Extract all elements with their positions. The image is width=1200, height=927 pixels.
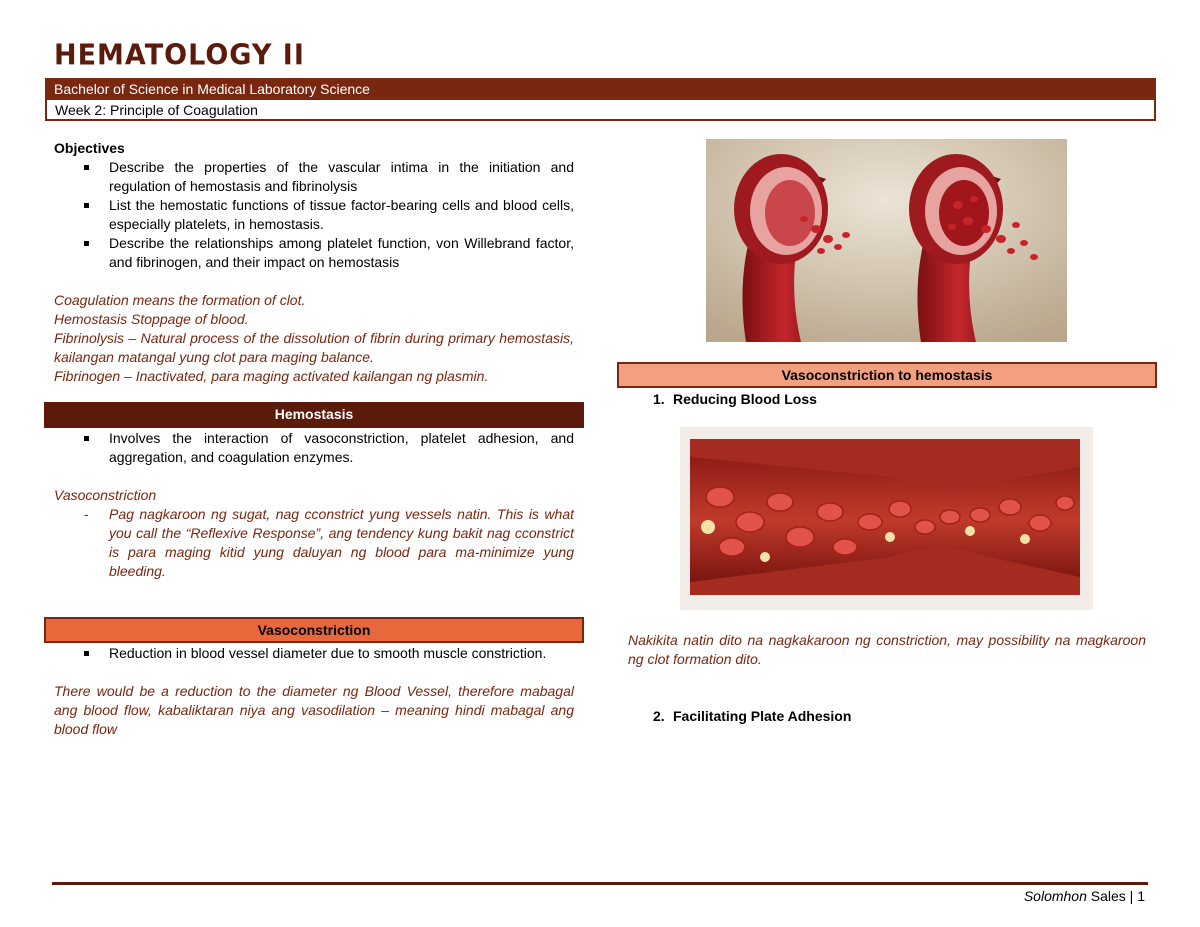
vasoconstriction-dash-text: Pag nagkaroon ng sugat, nag cconstrict yung vessels natin. This is what you call the “Reflexive Response”, ang tendency kung bakit nag cconstrict is para maging kitid yung daluyan ng blood para ma-minimize yung bleeding. [109,506,574,579]
definition-fibrinolysis: Fibrinolysis – Natural process of the dissolution of fibrin during primary hemostasis, kailangan matangal yung clot para maging balance. [54,330,574,365]
bullet-square-icon [84,203,89,208]
definition-hemostasis: Hemostasis Stoppage of blood. [54,311,249,327]
dash-marker: - [84,506,89,522]
list-number: 2. [653,708,665,724]
objectives-heading: Objectives [54,140,125,156]
program-bar: Bachelor of Science in Medical Laboratory Science [45,78,1156,100]
list-label: Reducing Blood Loss [673,391,817,407]
footer-page: Sales | 1 [1086,888,1145,904]
objective-item [54,158,574,196]
list-item-reducing-blood-loss [645,390,1200,409]
list-label: Facilitating Plate Adhesion [673,708,852,724]
vasoconstriction-body [54,644,574,739]
definition-fibrinogen: Fibrinogen – Inactivated, para maging activated kailangan ng plasmin. [54,368,489,384]
vasoconstriction-dash-item [54,505,574,581]
objective-text: List the hemostatic functions of tissue factor-bearing cells and blood cells, especially platelets, in hemostasis. [109,197,574,232]
hemostasis-bullet-text: Involves the interaction of vasoconstriction, platelet adhesion, and aggregation, and coagulation enzymes. [109,430,574,465]
vasoconstriction-bullet-text: Reduction in blood vessel diameter due to smooth muscle constriction. [109,645,547,661]
bullet-square-icon [84,436,89,441]
constriction-note: Nakikita natin dito na nagkakaroon ng constriction, may possibility na magkaroon ng clot formation dito. [628,632,1146,667]
definition-coagulation: Coagulation means the formation of clot. [54,292,306,308]
blood-vessels-image [706,139,1067,342]
footer-divider [52,882,1148,885]
footer-author: Solomhon [1023,888,1087,904]
vaso-to-hemostasis-heading: Vasoconstriction to hemostasis [617,362,1157,388]
definitions [54,291,574,386]
objectives-section [54,139,574,386]
vasoconstriction-subheading: Vasoconstriction [54,487,157,503]
blood-flow-constriction-image [680,427,1093,610]
vasoconstriction-note: There would be a reduction to the diameter ng Blood Vessel, therefore mabagal ang blood flow, kabaliktaran niya ang vasodilation – meaning hindi mabagal ang blood flow [54,683,574,737]
vasoconstriction-heading: Vasoconstriction [44,617,584,643]
footer [1024,888,1145,904]
bullet-square-icon [84,165,89,170]
objective-text: Describe the properties of the vascular intima in the initiation and regulation of hemostasis and fibrinolysis [109,159,574,194]
hemostasis-body [54,429,574,581]
objective-item [54,234,574,272]
hemostasis-bullet [54,429,574,467]
list-item-facilitating-plate-adhesion [645,707,1200,726]
bullet-square-icon [84,241,89,246]
vasoconstriction-bullet [54,644,574,663]
week-bar: Week 2: Principle of Coagulation [45,100,1156,121]
document-title: HEMATOLOGY II [54,39,305,72]
hemostasis-heading: Hemostasis [44,402,584,428]
objective-item [54,196,574,234]
bullet-square-icon [84,651,89,656]
objective-text: Describe the relationships among platelet function, von Willebrand factor, and fibrinogen, and their impact on hemostasis [109,235,574,270]
list-number: 1. [653,391,665,407]
objectives-list [54,158,574,272]
